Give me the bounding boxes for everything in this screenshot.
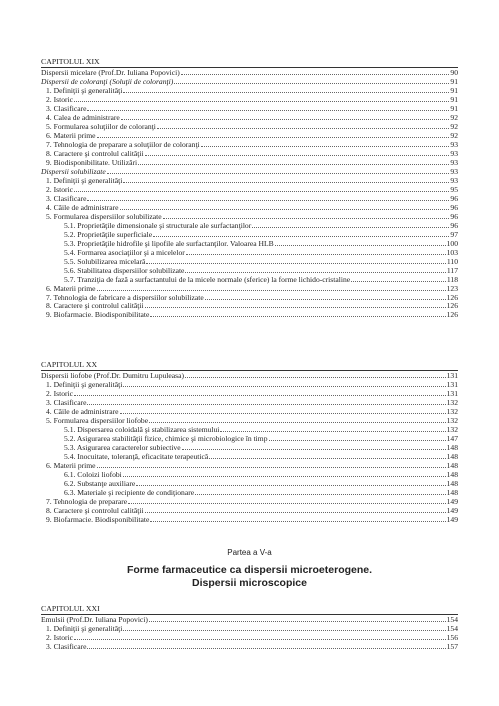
toc-entry-page-number: 96 — [450, 193, 458, 203]
dot-leader — [149, 621, 446, 622]
toc-entry-title: 5.2. Proprietăţile superficiale — [64, 229, 153, 239]
toc-entry-page-number: 148 — [446, 479, 458, 488]
dot-leader — [163, 218, 450, 219]
toc-entry-page-number: 132 — [446, 407, 458, 416]
toc-entry — [46, 506, 458, 515]
toc-entry-page-number: 91 — [450, 85, 458, 95]
toc-entry-title: 2. Istoric — [46, 633, 73, 642]
toc-section-entry — [41, 371, 458, 380]
toc-entry — [46, 95, 458, 104]
toc-entry-title: 3. Clasificare — [46, 642, 87, 651]
toc-entry-title: 5. Formularea dispersiilor liofobe — [46, 416, 149, 425]
toc-entry — [64, 257, 458, 266]
toc-entry-title: Dispersii liofobe (Prof.Dr. Dumitru Lupuleasa) — [41, 371, 184, 380]
toc-entry-title: 5.6. Stabilitatea dispersiilor solubilizate — [64, 265, 185, 275]
toc-entry-title: 5.1. Dispersarea coloidală şi stabilizarea sistemului — [64, 425, 220, 434]
dot-leader — [150, 316, 445, 317]
toc-entry — [64, 479, 458, 488]
toc-entry-page-number: 110 — [446, 256, 458, 266]
toc-entry-title: 2. Istoric — [46, 389, 73, 398]
toc-entry-page-number: 148 — [446, 443, 458, 452]
toc-entry-title: 4. Căile de administrare — [46, 202, 119, 212]
toc-entry — [46, 194, 458, 203]
toc-entry-title: 1. Definiţii şi generalităţi — [46, 85, 123, 95]
toc-entry-page-number: 132 — [446, 416, 458, 425]
dot-leader — [123, 476, 446, 477]
toc-entry-page-number: 91 — [450, 103, 458, 113]
dot-leader — [74, 191, 449, 192]
toc-entry — [46, 398, 458, 407]
toc-entry-title: 2. Istoric — [46, 184, 73, 194]
toc-entry-title: 3. Clasificare — [46, 193, 87, 203]
toc-entry-title: 6.2. Substanţe auxiliare — [64, 479, 136, 488]
toc-entry — [46, 86, 458, 95]
toc-entry-page-number: 93 — [450, 148, 458, 158]
dot-leader — [209, 458, 445, 459]
toc-entry-page-number: 154 — [446, 624, 458, 633]
dot-leader — [74, 101, 449, 102]
toc-entry-page-number: 118 — [446, 274, 458, 284]
toc-entry — [46, 185, 458, 194]
toc-entry-title: 5.4. Formarea asociaţiilor şi a micelelor — [64, 247, 185, 257]
toc-entry — [46, 310, 458, 319]
toc-entry — [64, 452, 458, 461]
dot-leader — [149, 422, 446, 423]
toc-entry — [64, 275, 458, 284]
dot-leader — [269, 440, 446, 441]
toc-entry — [46, 389, 458, 398]
toc-entry-page-number: 96 — [450, 202, 458, 212]
dot-leader — [275, 245, 446, 246]
toc-entry — [46, 104, 458, 113]
toc-entry-page-number: 148 — [446, 452, 458, 461]
dot-leader — [186, 254, 446, 255]
toc-entry-title: Emulsii (Prof.Dr. Iuliana Popovici) — [41, 615, 148, 624]
toc-entry-title: 5.3. Asigurarea caracterelor subiective — [64, 443, 181, 452]
toc-entry-title: 8. Caractere şi controlul calităţii — [46, 148, 144, 158]
toc-entry — [46, 140, 458, 149]
toc-entry-page-number: 131 — [446, 371, 458, 380]
toc-entry — [46, 380, 458, 389]
toc-entry-page-number: 96 — [450, 220, 458, 230]
toc-entry-title: 6.3. Materiale şi recipiente de condiţionare — [64, 488, 195, 497]
toc-entry-title: Dispersii micelare (Prof.Dr. Iuliana Popovici) — [41, 68, 180, 77]
dot-leader — [185, 272, 445, 273]
toc-entry-title: 8. Caractere şi controlul calităţii — [46, 301, 144, 311]
toc-section-entry — [41, 68, 458, 77]
toc-entry-page-number: 149 — [446, 515, 458, 524]
dot-leader — [74, 395, 446, 396]
toc-entry-page-number: 123 — [446, 283, 458, 293]
toc-entry-title: 1. Definiţii şi generalităţi — [46, 175, 123, 185]
toc-entry — [64, 266, 458, 275]
toc-entry-page-number: 149 — [446, 497, 458, 506]
toc-entry — [64, 239, 458, 248]
toc-section-entry — [41, 167, 458, 176]
toc-entry — [46, 113, 458, 122]
toc-entry — [46, 461, 458, 470]
toc-entry — [46, 642, 458, 651]
dot-leader — [182, 449, 446, 450]
dot-leader — [123, 386, 445, 387]
toc-entry — [46, 301, 458, 310]
toc-entry-title: 8. Caractere şi controlul calităţii — [46, 506, 144, 515]
toc-entry-title: 5.1. Proprietăţile dimensionale şi structurale ale surfactanţilor — [64, 220, 252, 230]
toc-entry-title: 5. Formularea dispersiilor solubilizate — [46, 211, 162, 221]
toc-entry-title: 9. Biofarmacie. Biodisponibilitate — [46, 515, 150, 524]
toc-entry-title: 5.3. Proprietăţile hidrofile şi lipofile ale surfactanţilor. Valoarea HLB — [64, 238, 274, 248]
toc-entry-title: 6. Materii prime — [46, 461, 96, 470]
toc-section-entry — [41, 77, 458, 86]
dot-leader — [195, 494, 446, 495]
toc-entry — [46, 407, 458, 416]
toc-entry-title: 5.4. Inocuitate, toleranţă, eficacitate terapeutică — [64, 452, 209, 461]
toc-entry-title: 2. Istoric — [46, 94, 73, 104]
dot-leader — [87, 110, 449, 111]
toc-entry-page-number: 95 — [450, 184, 458, 194]
toc-entry-page-number: 92 — [450, 112, 458, 122]
toc-entry — [64, 248, 458, 257]
toc-entry-title: 9. Biodisponibilitate. Utilizări — [46, 157, 138, 167]
toc-entry-title: 5.5. Solubilizarea micelară — [64, 256, 146, 266]
toc-entry — [64, 221, 458, 230]
dot-leader — [205, 299, 446, 300]
toc-entry-title: 6. Materii prime — [46, 130, 96, 140]
toc-entry-title: 3. Clasificare — [46, 398, 87, 407]
toc-entry — [46, 149, 458, 158]
toc-entry — [64, 488, 458, 497]
dot-leader — [128, 503, 445, 504]
toc-entry — [46, 203, 458, 212]
dot-leader — [97, 467, 446, 468]
toc-entry-page-number: 93 — [450, 139, 458, 149]
toc-entry-title: 3. Clasificare — [46, 103, 87, 113]
toc-entry-page-number: 147 — [446, 434, 458, 443]
toc-entry-page-number: 100 — [446, 238, 458, 248]
toc-entry-title: 5. Formularea soluţiilor de coloranţi — [46, 121, 156, 131]
toc-entry-page-number: 126 — [446, 301, 458, 311]
part-label: Partea a V-a — [227, 548, 272, 557]
toc-entry-page-number: 154 — [446, 615, 458, 624]
dot-leader — [201, 146, 450, 147]
toc-entry — [64, 443, 458, 452]
toc-entry-page-number: 157 — [446, 642, 458, 651]
toc-entry-page-number: 92 — [450, 130, 458, 140]
toc-entry-title: 5.2. Asigurarea stabilităţii fizice, chimice şi microbiologice în timp — [64, 434, 268, 443]
dot-leader — [120, 413, 446, 414]
dot-leader — [87, 648, 445, 649]
dot-leader — [145, 307, 446, 308]
dot-leader — [150, 521, 445, 522]
toc-entry — [46, 212, 458, 221]
toc-entry-title: 7. Tehnologia de preparare a soluţiilor de coloranţi — [46, 139, 200, 149]
toc-entry-page-number: 90 — [450, 68, 458, 77]
toc-entry-title: 7. Tehnologia de fabricare a dispersiilor solubilizate — [46, 292, 204, 302]
toc-entry-page-number: 126 — [446, 310, 458, 320]
dot-leader — [123, 630, 445, 631]
toc-entry-page-number: 131 — [446, 380, 458, 389]
dot-leader — [145, 512, 446, 513]
dot-leader — [87, 200, 449, 201]
dot-leader — [107, 173, 450, 174]
toc-entry-page-number: 93 — [450, 166, 458, 176]
dot-leader — [97, 290, 446, 291]
toc-entry-title: 5.7. Tranziţia de fază a surfactantului de la micele normale (sferice) la forme lichido-cristaline — [64, 274, 351, 284]
dot-leader — [74, 639, 446, 640]
dot-leader — [181, 74, 450, 75]
toc-entry-page-number: 97 — [450, 229, 458, 239]
chapter-heading: CAPITOLUL XXI — [41, 604, 100, 613]
dot-leader — [87, 404, 445, 405]
toc-entry-title: 6.1. Coloizi liofobi — [64, 470, 122, 479]
toc-entry-page-number: 117 — [446, 265, 458, 275]
toc-entry — [64, 425, 458, 434]
toc-entry-page-number: 93 — [450, 175, 458, 185]
toc-entry-title: 4. Căile de administrare — [46, 407, 119, 416]
dot-leader — [123, 92, 449, 93]
toc-entry-page-number: 96 — [450, 211, 458, 221]
toc-entry-title: 1. Definiţii şi generalităţi — [46, 624, 123, 633]
toc-entry-page-number: 148 — [446, 470, 458, 479]
toc-entry-title: 9. Biofarmacie. Biodisponibilitate — [46, 310, 150, 320]
dot-leader — [185, 377, 446, 378]
toc-entry-title: 6. Materii prime — [46, 283, 96, 293]
toc-entry — [46, 497, 458, 506]
toc-entry-page-number: 103 — [446, 247, 458, 257]
toc-entry — [64, 434, 458, 443]
toc-entry — [46, 176, 458, 185]
toc-entry-page-number: 149 — [446, 506, 458, 515]
toc-entry — [46, 284, 458, 293]
part-title-line-2: Dispersii microscopice — [192, 577, 307, 589]
dot-leader — [97, 137, 450, 138]
dot-leader — [121, 119, 450, 120]
dot-leader — [145, 155, 450, 156]
toc-section-entry — [41, 615, 458, 624]
toc-entry — [46, 158, 458, 167]
dot-leader — [153, 236, 449, 237]
toc-entry — [64, 470, 458, 479]
part-title-line-1: Forme farmaceutice ca dispersii microeterogene. — [126, 564, 373, 576]
toc-entry-page-number: 148 — [446, 461, 458, 470]
toc-entry-page-number: 132 — [446, 398, 458, 407]
toc-entry — [46, 131, 458, 140]
toc-entry — [46, 122, 458, 131]
dot-leader — [252, 227, 449, 228]
chapter-heading: CAPITOLUL XIX — [41, 57, 100, 66]
toc-entry-title: Dispersii solubilizate — [41, 166, 106, 176]
dot-leader — [220, 431, 445, 432]
dot-leader — [123, 182, 449, 183]
toc-entry-page-number: 91 — [450, 94, 458, 104]
dot-leader — [157, 128, 450, 129]
toc-entry — [46, 416, 458, 425]
dot-leader — [120, 209, 450, 210]
toc-entry — [46, 293, 458, 302]
dot-leader — [138, 164, 449, 165]
toc-entry — [46, 624, 458, 633]
toc-entry-page-number: 148 — [446, 488, 458, 497]
dot-leader — [136, 485, 445, 486]
chapter-heading: CAPITOLUL XX — [41, 360, 98, 369]
toc-entry-page-number: 132 — [446, 425, 458, 434]
toc-entry-page-number: 92 — [450, 121, 458, 131]
toc-entry-page-number: 131 — [446, 389, 458, 398]
toc-entry-page-number: 93 — [450, 157, 458, 167]
dot-leader — [351, 281, 446, 282]
toc-entry-title: 7. Tehnologia de preparare — [46, 497, 128, 506]
toc-entry — [64, 230, 458, 239]
toc-entry — [46, 515, 458, 524]
toc-entry — [46, 633, 458, 642]
toc-entry-page-number: 91 — [450, 76, 458, 86]
dot-leader — [174, 83, 449, 84]
toc-entry-page-number: 156 — [446, 633, 458, 642]
toc-entry-title: 1. Definiţii şi generalităţi — [46, 380, 123, 389]
toc-entry-page-number: 126 — [446, 292, 458, 302]
dot-leader — [146, 263, 446, 264]
toc-entry-title: 4. Calea de administrare — [46, 112, 120, 122]
toc-entry-title: Dispersii de coloranţi (Soluţii de coloranţi) — [41, 76, 174, 86]
